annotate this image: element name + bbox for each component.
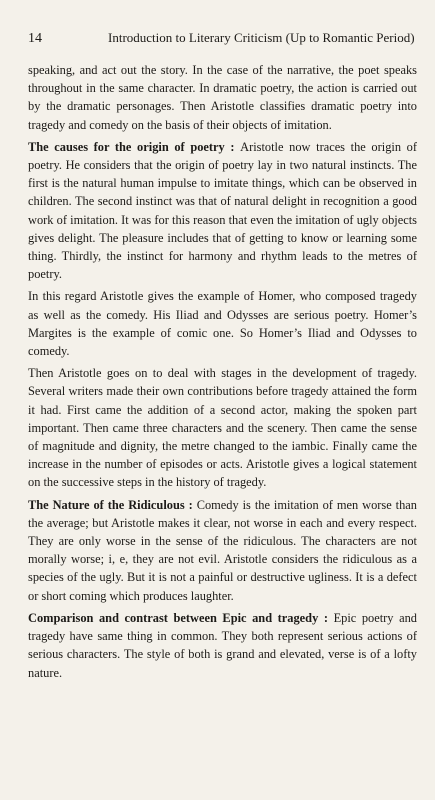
- paragraph-text: Epic poetry and tragedy have same thing in common. They both represent serious actions of serious characters. The style of both is grand and elevated, verse is of a lofty nature.: [28, 610, 417, 680]
- paragraph-text: speaking, and act out the story. In the case of the narrative, the poet speaks throughout in the same character. In dramatic poetry, the action is carried out by the dramatic personages. Then Aristotle classifies dramatic poetry into tragedy and comedy on the basis of their objects of imitation.: [28, 63, 417, 132]
- paragraph: [28, 364, 417, 491]
- paragraph: [28, 61, 417, 134]
- paragraph-text: In this regard Aristotle gives the example of Homer, who composed tragedy as well as the comedy. His Iliad and Odysses are serious poetry. Homer’s Margites is the example of comic one. So Homer’s Iliad and Odysses to comedy.: [28, 289, 417, 359]
- paragraph-text: Aristotle now traces the origin of poetry. He considers that the origin of poetry lay in two natural instincts. The first is the natural human impulse to imitate things, which can be observed in children. The second instinct was that of natural delight in recognition a good work of imitation. It was for this reason that even the imitation of ugly objects gives delight. The pleasure includes that of getting to know or learning some thing. Thirdly, the instinct for harmony and rhythm leads to the metres of poetry.: [28, 139, 417, 282]
- section-heading: Comparison and contrast between Epic and tragedy :: [28, 610, 334, 625]
- paragraph-text: Then Aristotle goes on to deal with stages in the development of tragedy. Several writers made their own contributions before tragedy attained the form it had. First came the addition of a second actor, making the spoken part important. Then came three characters and the scenery. Then came the sense of magnitude and dignity, the metre changed to the iambic. Finally came the increase in the number of episodes or acts. Aristotle gives a logical statement on the successive steps in the history of tragedy.: [28, 366, 417, 490]
- paragraph: [28, 496, 417, 605]
- paragraph: [28, 287, 417, 360]
- section-heading: The Nature of the Ridiculous :: [28, 497, 197, 512]
- section-heading: The causes for the origin of poetry :: [28, 139, 241, 154]
- body-text: [28, 61, 417, 682]
- page-number: 14: [28, 31, 42, 46]
- paragraph: [28, 138, 417, 284]
- paragraph-text: Comedy is the imitation of men worse than the average; but Aristotle makes it clear, not worse in each and every respect. They are only worse in the sense of the ridiculous. The characters are not morally worse; i, e, they are not evil. Aristotle considers the ridiculous as a species of the ugly. But it is not a painful or destructive ugliness. It is a defect or short coming which produces laughter.: [28, 497, 417, 603]
- running-title: Introduction to Literary Criticism (Up to Romantic Period): [108, 30, 415, 45]
- paragraph: [28, 609, 417, 682]
- page-header: [28, 30, 417, 47]
